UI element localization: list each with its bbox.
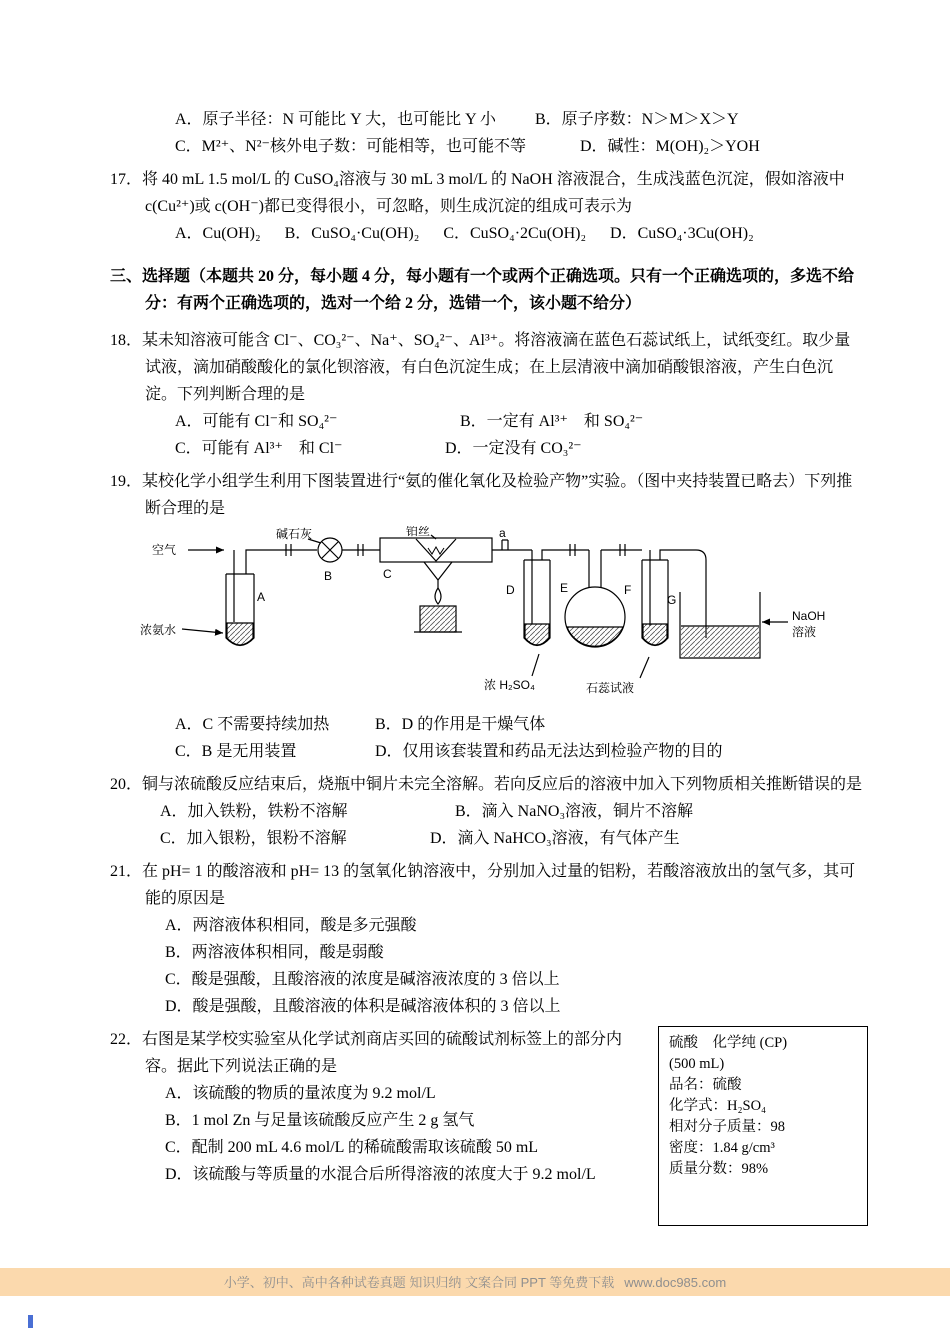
q22-option-a: A．该硫酸的物质的量浓度为 9.2 mol/L (165, 1085, 436, 1102)
q17-stem: 17．将 40 mL 1.5 mol/L 的 CuSO₄溶液与 30 mL 3 mol/L 的 NaOH 溶液混合，生成浅蓝色沉淀，假如溶液中 c(Cu²⁺)或 c(OH⁻)都已变得很小，可忽略，则生成沉淀的组成可表示为 (110, 171, 845, 215)
footer-site-link[interactable]: www.doc985.com (624, 1274, 727, 1290)
q19-option-d: D．仅用该套装置和药品无法达到检验产物的目的 (375, 743, 723, 760)
litmus-label: 石蕊试液 (586, 681, 635, 695)
port-a-label: a (499, 526, 506, 540)
question-17 (110, 166, 862, 247)
naoh-label-line2: 溶液 (792, 625, 817, 639)
ammonia-liquid (227, 623, 253, 645)
footer-banner (0, 1268, 950, 1296)
q20-option-a: A．加入铁粉，铁粉不溶解 (160, 803, 348, 820)
q20-option-b: B．滴入 NaNO₃溶液，铜片不溶解 (455, 803, 694, 820)
q20-options-row-2 (160, 825, 862, 852)
platinum-wire-coil (428, 547, 444, 554)
q19-option-a: A．C 不需要持续加热 (175, 716, 330, 733)
q20-option-c: C．加入银粉，银粉不溶解 (160, 830, 347, 847)
q16-options-row-2 (175, 133, 862, 160)
question-22 (110, 1026, 862, 1234)
outlet-into-beaker (696, 550, 706, 638)
apparatus-lines (182, 535, 788, 678)
q19-apparatus-diagram (140, 526, 862, 707)
footer-text: 小学、初中、高中各种试卷真题 知识归纳 文案合同 PPT 等免费下载 (223, 1274, 615, 1290)
q21-option-a: A．两溶液体积相同，酸是多元强酸 (165, 917, 417, 934)
q21-option-c: C．酸是强酸，且酸溶液的浓度是碱溶液浓度的 3 倍以上 (165, 971, 560, 988)
q19-options-row-2 (175, 738, 862, 765)
vessel-label-c: C (383, 567, 392, 581)
q20-option-d: D．滴入 NaHCO₃溶液，有气体产生 (430, 830, 680, 847)
q16-option-a: A．原子半径：N 可能比 Y 大，也可能比 Y 小 (175, 111, 497, 128)
q20-options-row-1 (160, 798, 862, 825)
vessel-label-b: B (324, 569, 333, 583)
q20-stem: 20．铜与浓硫酸反应结束后，烧瓶中铜片未完全溶解。若向反应后的溶液中加入下列物质相关推断错误的是 (110, 776, 863, 793)
q22-option-d: D．该硫酸与等质量的水混合后所得溶液的浓度大于 9.2 mol/L (165, 1166, 596, 1183)
reagent-label-formula: 化学式：H₂SO₄ (669, 1098, 767, 1114)
litmus-liquid (643, 624, 667, 645)
ammonia-pointer (182, 629, 223, 633)
question-18 (110, 327, 862, 462)
q21-stem: 21．在 pH= 1 的酸溶液和 pH= 13 的氢氧化钠溶液中，分别加入过量的铝粉，若酸溶液放出的氢气多，其可能的原因是 (110, 863, 856, 907)
question-19 (110, 468, 862, 765)
naoh-label-line1: NaOH (792, 609, 826, 623)
vessel-label-e: E (560, 581, 569, 595)
burner-body (420, 606, 456, 632)
q19-stem: 19．某校化学小组学生利用下图装置进行“氨的催化氧化及检验产物”实验。（图中夹持装置已略去）下列推断合理的是 (110, 473, 853, 517)
reagent-label-name: 品名：硫酸 (669, 1077, 742, 1093)
q18-options-row-2 (175, 435, 862, 462)
q17-options (175, 220, 862, 247)
q19-option-c: C．B 是无用装置 (175, 743, 297, 760)
blue-artifact-mark (28, 1315, 33, 1328)
question-20 (110, 771, 862, 852)
apparatus-labels (140, 526, 825, 695)
acid-pointer (532, 654, 539, 676)
q18-option-d: D．一定没有 CO₃²⁻ (445, 440, 582, 457)
vessel-label-f: F (624, 583, 632, 597)
reagent-label-volume: (500 mL) (669, 1056, 725, 1072)
flask-liquid (567, 627, 623, 646)
q18-options-row-1 (175, 408, 862, 435)
reagent-label-molar-mass: 相对分子质量：98 (669, 1119, 785, 1135)
q21-option-b: B．两溶液体积相同，酸是弱酸 (165, 944, 384, 961)
section-3-header: 三、选择题（本题共 20 分，每小题 4 分，每小题有一个或两个正确选项。只有一个正确选项的，多选不给分：有两个正确选项的，选对一个给 2 分，选错一个，该小题不给分） (110, 268, 855, 312)
q17-option-a: A．Cu(OH)₂ (175, 225, 261, 242)
q17-option-d: D．CuSO₄·3Cu(OH)₂ (610, 225, 754, 242)
q16-option-b: B．原子序数：N＞M＞X＞Y (535, 111, 739, 128)
vessel-label-a: A (257, 590, 266, 604)
platinum-wire-label: 铂丝 (406, 526, 431, 538)
vessel-label-d: D (506, 583, 515, 597)
reagent-label-title: 硫酸 化学纯 (CP) (669, 1035, 788, 1051)
naoh-liquid (681, 626, 759, 657)
reagent-label-box (658, 1026, 868, 1226)
soda-lime-label: 碱石灰 (276, 527, 313, 541)
catalyst-tube-c (380, 538, 492, 562)
q19-option-b: B．D 的作用是干燥气体 (375, 716, 546, 733)
q18-option-a: A．可能有 Cl⁻和 SO₄²⁻ (175, 413, 338, 430)
flame-icon (435, 588, 441, 604)
q16-option-c: C．M²⁺、N²⁻核外电子数：可能相等，也可能不等 (175, 138, 526, 155)
vessel-label-g: G (667, 593, 677, 607)
q17-option-b: B．CuSO₄·Cu(OH)₂ (284, 225, 420, 242)
q17-option-c: C．CuSO₄·2Cu(OH)₂ (443, 225, 587, 242)
question-21 (110, 858, 862, 1020)
apparatus-svg (140, 526, 830, 698)
q19-options-row-1 (175, 711, 862, 738)
litmus-pointer (640, 657, 649, 678)
q16-options-row-1 (175, 106, 862, 133)
h2so4-label: 浓 H₂SO₄ (484, 678, 535, 692)
reagent-label-purity: 质量分数：98% (669, 1161, 769, 1177)
reagent-label-density: 密度：1.84 g/cm³ (669, 1140, 775, 1156)
q22-option-b: B．1 mol Zn 与足量该硫酸反应产生 2 g 氢气 (165, 1112, 475, 1129)
acid-liquid (525, 624, 549, 645)
q16-option-d: D．碱性：M(OH)₂＞YOH (580, 138, 760, 155)
q18-option-b: B．一定有 Al³⁺ 和 SO₄²⁻ (460, 413, 644, 430)
q22-stem: 22．右图是某学校实验室从化学试剂商店买回的硫酸试剂标签上的部分内容。据此下列说法正确的是 (110, 1031, 623, 1075)
port-a-nub (502, 540, 508, 550)
ammonia-label: 浓氨水 (140, 623, 177, 637)
q22-option-c: C．配制 200 mL 4.6 mol/L 的稀硫酸需取该硫酸 50 mL (165, 1139, 539, 1156)
q18-stem: 18．某未知溶液可能含 Cl⁻、CO₃²⁻、Na⁺、SO₄²⁻、Al³⁺。将溶液滴在蓝色石蕊试纸上，试纸变红。取少量试液，滴加硝酸酸化的氯化钡溶液，有白色沉淀生成；在上层清液中滴加硝酸银溶液，产生白色沉淀。下列判断合理的是 (110, 332, 851, 403)
flask-neck (589, 550, 601, 588)
air-label: 空气 (152, 543, 177, 557)
q21-option-d: D．酸是强酸，且酸溶液的体积是碱溶液体积的 3 倍以上 (165, 998, 561, 1015)
q18-option-c: C．可能有 Al³⁺ 和 Cl⁻ (175, 440, 343, 457)
heater-funnel (424, 562, 452, 580)
